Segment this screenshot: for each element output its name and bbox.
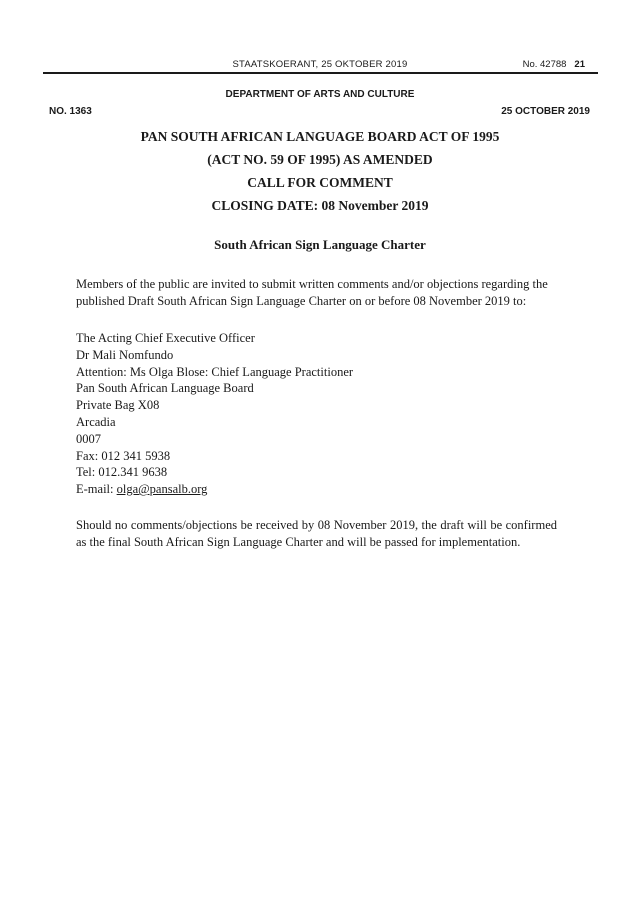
act-number: (ACT NO. 59 OF 1995) AS AMENDED (207, 152, 433, 167)
header-rule (43, 72, 598, 74)
address-line: Pan South African Language Board (76, 381, 254, 396)
address-line: 0007 (76, 431, 101, 446)
closing-date: CLOSING DATE: 08 November 2019 (211, 198, 429, 213)
email-line (76, 481, 556, 498)
subject-heading: South African Sign Language Charter (214, 237, 426, 252)
address-line: The Acting Chief Executive Officer (76, 331, 255, 345)
act-title: PAN SOUTH AFRICAN LANGUAGE BOARD ACT OF 1995 (140, 129, 500, 144)
gazette-number-block (523, 59, 585, 70)
notice-number: NO. 1363 (49, 106, 92, 117)
notice-date: 25 OCTOBER 2019 (501, 106, 590, 117)
address-line: Private Bag X08 (76, 398, 160, 413)
department-name: DEPARTMENT OF ARTS AND CULTURE (225, 89, 415, 100)
page-number: 21 (574, 59, 585, 70)
email-label: E-mail: (76, 482, 114, 497)
gazette-title: STAATSKOERANT, 25 OKTOBER 2019 (232, 59, 408, 70)
tel-line: Tel: 012.341 9638 (76, 465, 168, 480)
intro-paragraph: Members of the public are invited to submit written comments and/or objections regarding the published Draft South African Sign Language Charter on or before 08 November 2019 to: (76, 277, 548, 308)
email-link[interactable]: olga@pansalb.org (116, 482, 208, 497)
fax-line: Fax: 012 341 5938 (76, 448, 171, 463)
address-line: Dr Mali Nomfundo (76, 347, 174, 362)
call-for-comment: CALL FOR COMMENT (247, 175, 393, 190)
gazette-number: No. 42788 (522, 59, 567, 70)
address-line: Attention: Ms Olga Blose: Chief Language Practitioner (76, 364, 354, 379)
address-block (76, 330, 556, 498)
closing-paragraph: Should no comments/objections be received by 08 November 2019, the draft will be confirmed as the final South African Sign Language Charter and will be passed for implementation. (76, 518, 557, 549)
address-line: Arcadia (76, 414, 116, 429)
